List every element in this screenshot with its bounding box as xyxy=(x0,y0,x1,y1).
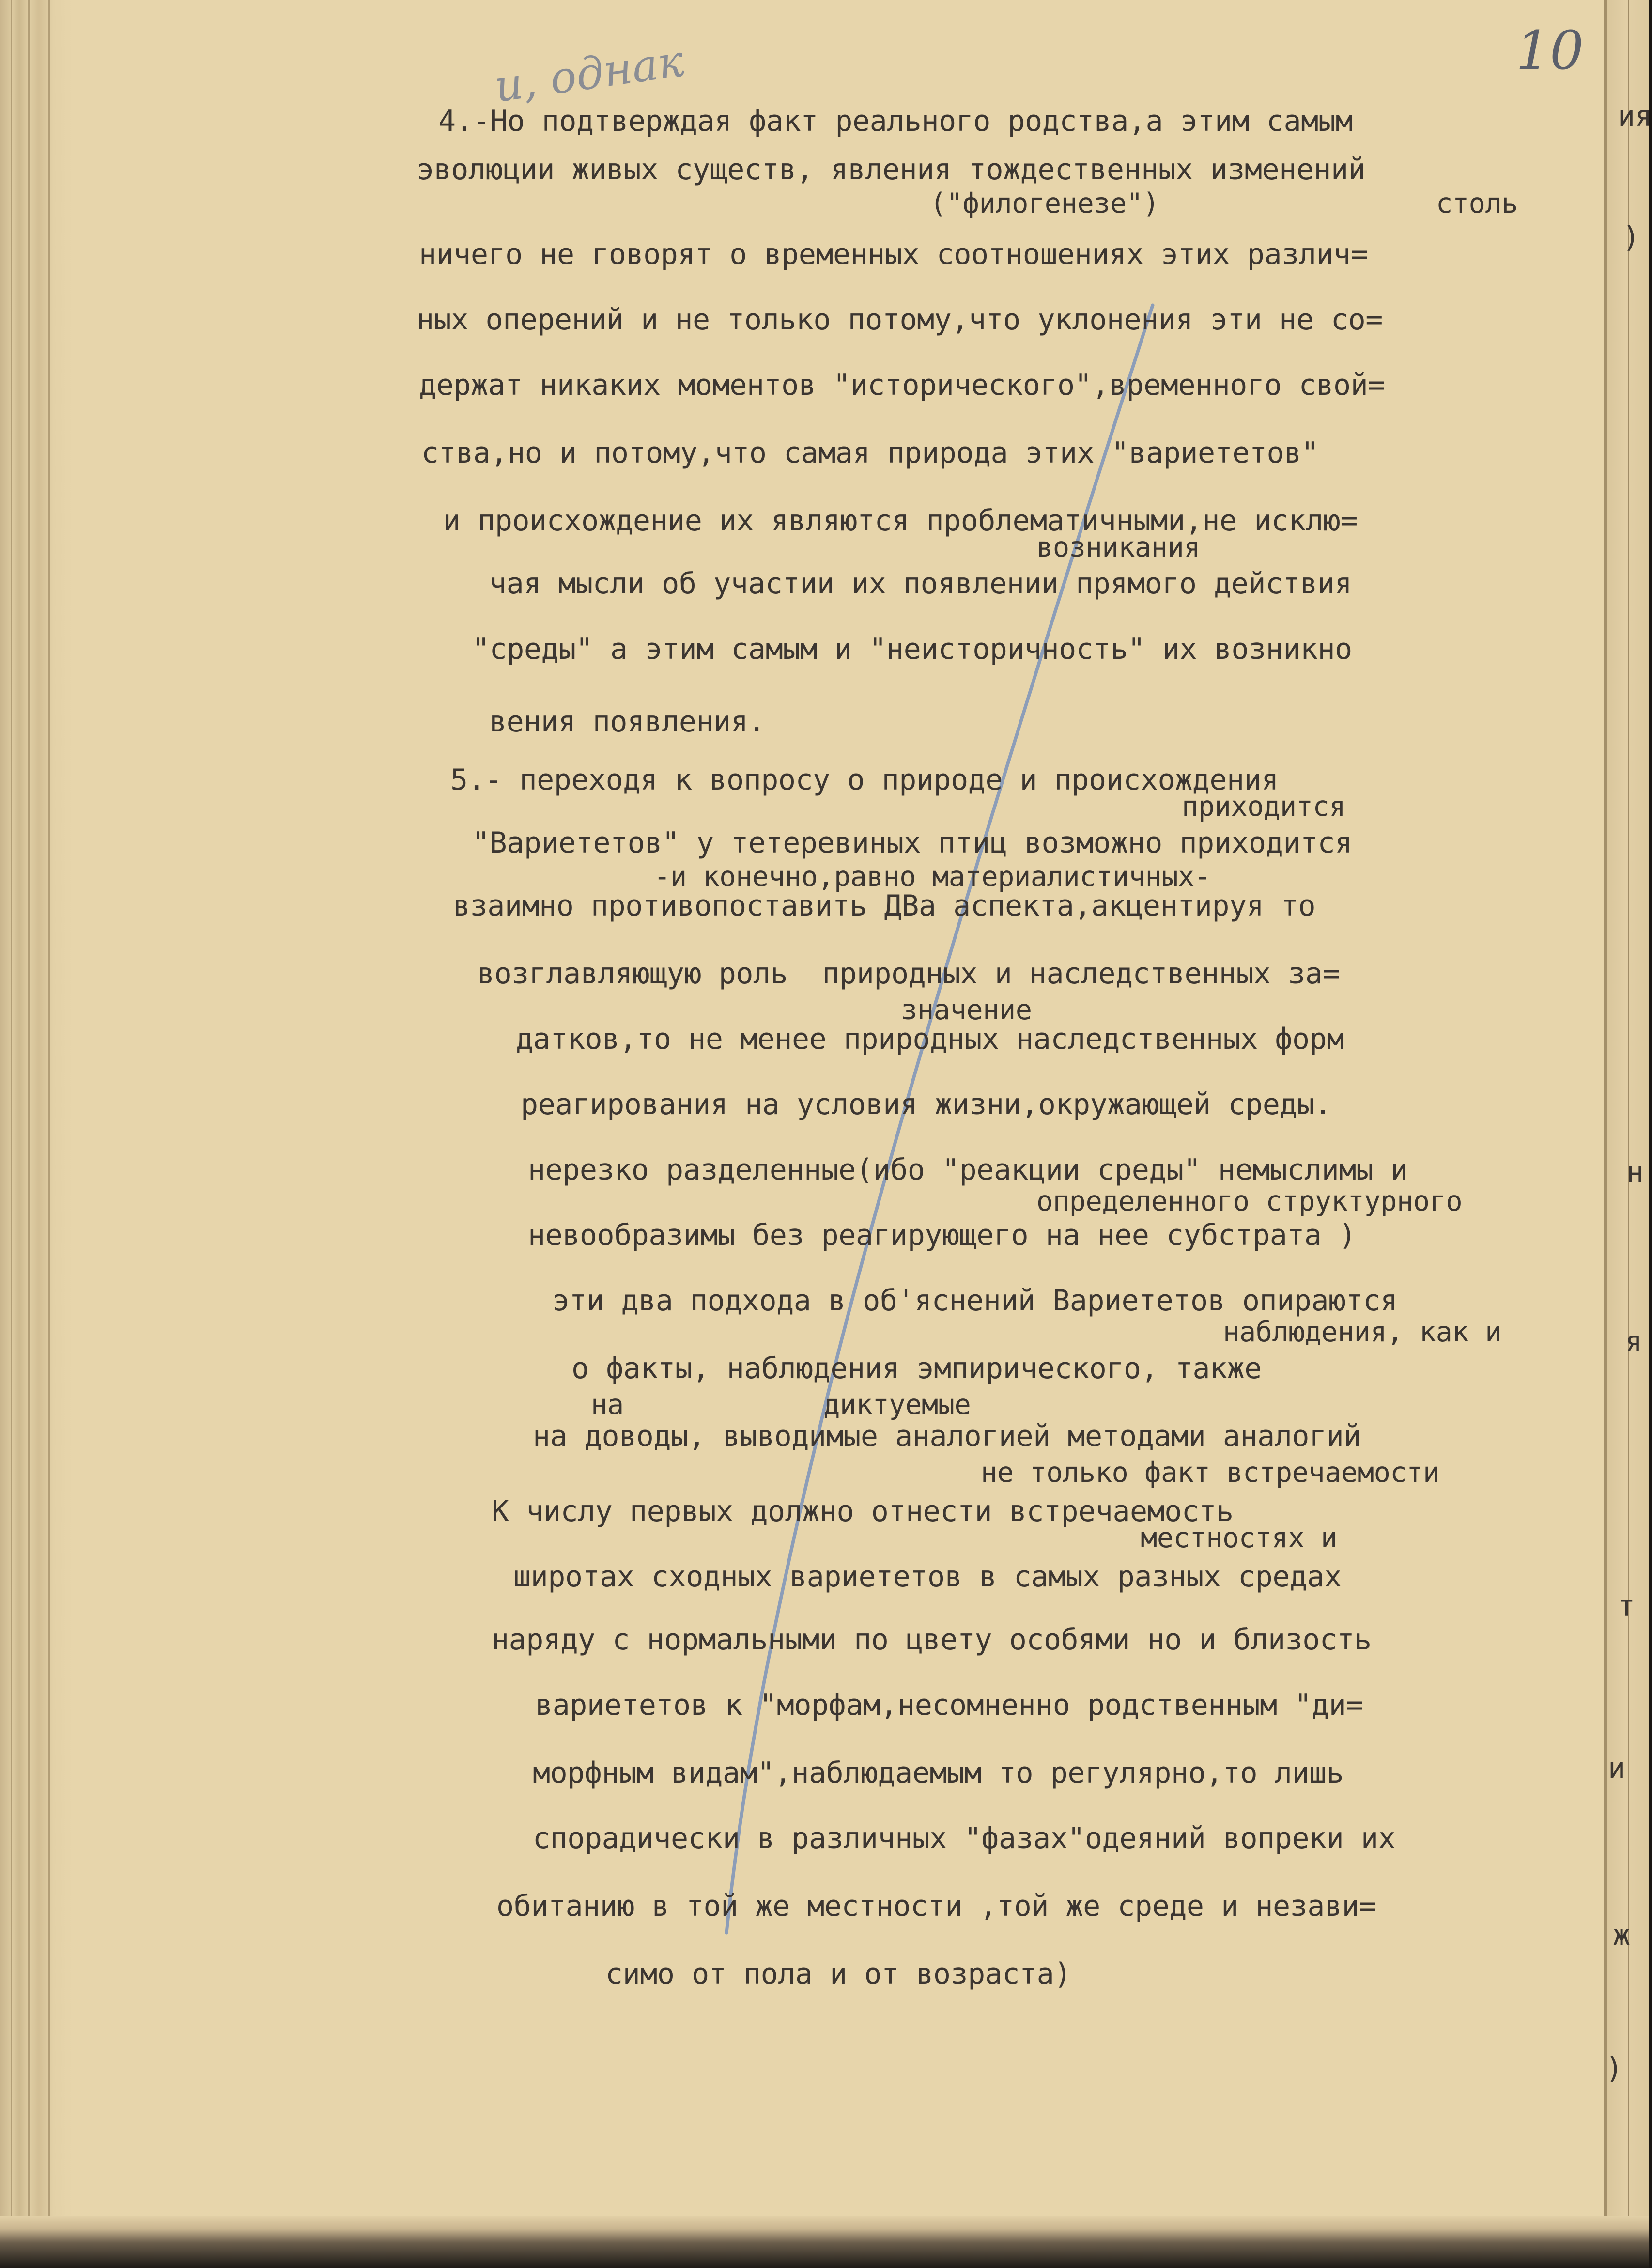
margin-fragment: ия xyxy=(1618,99,1652,133)
text-line: реагирования на условия жизни,окружающей среды. xyxy=(521,1087,1332,1121)
edge-line xyxy=(48,0,50,2268)
bottom-shadow xyxy=(0,2216,1649,2268)
interlinear-insert: местностях и xyxy=(1141,1522,1337,1554)
margin-fragment: я xyxy=(1625,1325,1642,1359)
text-line: нерезко разделенные(ибо "реакции среды" немыслимы и xyxy=(528,1153,1408,1187)
text-line: обитанию в той же местности ,той же среде и незави= xyxy=(496,1889,1376,1923)
interlinear-insert: наблюдения, как и xyxy=(1223,1316,1501,1348)
text-line: возглавляющую роль природных и наследственных за= xyxy=(477,957,1340,991)
text-line: датков,то не менее природных наследственных форм xyxy=(516,1022,1344,1056)
page-number: 10 xyxy=(1516,19,1584,81)
margin-fragment: ) xyxy=(1606,2051,1623,2085)
interlinear-insert: не только факт встречаемости xyxy=(981,1457,1439,1489)
sheet-shadow xyxy=(1604,0,1607,2238)
text-line: спорадически в различных "фазах"одеяний вопреки их xyxy=(533,1821,1396,1855)
text-line: наряду с нормальными по цвету особями но и близость xyxy=(492,1623,1372,1657)
text-line: вариететов к "морфам,несомненно родственным "ди= xyxy=(535,1688,1363,1722)
text-line: широтах сходных вариететов в самых разных средах xyxy=(513,1560,1342,1594)
text-line: эти два подхода в об'яснений Вариететов опираются xyxy=(552,1284,1398,1318)
text-line: невообразимы без реагирующего на нее субстрата ) xyxy=(528,1218,1356,1252)
text-line: на доводы, выводимые аналогией методами аналогий xyxy=(533,1419,1361,1453)
interlinear-insert: значение xyxy=(901,994,1032,1026)
interlinear-insert: возникания xyxy=(1036,531,1201,563)
text-line: ства,но и потому,что самая природа этих "вариететов" xyxy=(421,436,1319,470)
left-page-edge xyxy=(0,0,73,2268)
text-line: ничего не говорят о временных соотношениях этих различ= xyxy=(419,237,1368,271)
interlinear-insert: столь xyxy=(1436,187,1518,219)
interlinear-insert: -и конечно,равно материалистичных- xyxy=(654,861,1211,893)
text-line: 5.- переходя к вопросу о природе и происхождения xyxy=(450,763,1279,797)
text-line: о факты, наблюдения эмпирического, также xyxy=(571,1351,1262,1385)
text-line: держат никаких моментов "исторического",временного свой= xyxy=(419,368,1385,402)
text-line: "среды" а этим самым и "неисторичность" их возникно xyxy=(472,632,1352,666)
margin-fragment: т xyxy=(1618,1589,1635,1623)
edge-line xyxy=(28,0,30,2268)
margin-fragment: и xyxy=(1608,1751,1625,1785)
margin-fragment: н xyxy=(1626,1155,1644,1189)
text-line: и происхождение их являются проблематичными,не исклю= xyxy=(443,504,1358,538)
interlinear-insert: ("филогенезе") xyxy=(930,187,1159,219)
interlinear-insert: определенного структурного xyxy=(1036,1185,1463,1217)
interlinear-insert: диктуемые xyxy=(823,1389,971,1421)
interlinear-insert: приходится xyxy=(1182,791,1346,823)
margin-fragment: ж xyxy=(1613,1918,1630,1952)
next-sheet-edge xyxy=(1607,0,1649,2228)
sheet-line xyxy=(1628,0,1629,2223)
text-line: К числу первых должно отнести встречаемость xyxy=(492,1494,1234,1528)
text-line: 4.-Но подтверждая факт реального родства,а этим самым xyxy=(438,104,1353,138)
text-line: "Вариететов" у тетеревиных птиц возможно приходится xyxy=(472,826,1352,860)
text-line: ных оперений и не только потому,что уклонения эти не со= xyxy=(417,303,1383,337)
edge-line xyxy=(11,0,12,2268)
text-line: симо от пола и от возраста) xyxy=(605,1957,1071,1991)
margin-fragment: ) xyxy=(1622,220,1640,254)
pencil-annotation: и, однак xyxy=(491,35,687,112)
text-line: чая мысли об участии их появлении прямого действия xyxy=(489,567,1352,601)
text-line: эволюции живых существ, явления тождественных изменений xyxy=(417,153,1366,186)
text-line: взаимно противопоставить ДВа аспекта,акцентируя то xyxy=(453,889,1316,923)
text-line: вения появления. xyxy=(489,705,765,739)
text-line: морфным видам",наблюдаемым то регулярно,то лишь xyxy=(533,1756,1344,1790)
interlinear-insert: на xyxy=(591,1389,624,1421)
